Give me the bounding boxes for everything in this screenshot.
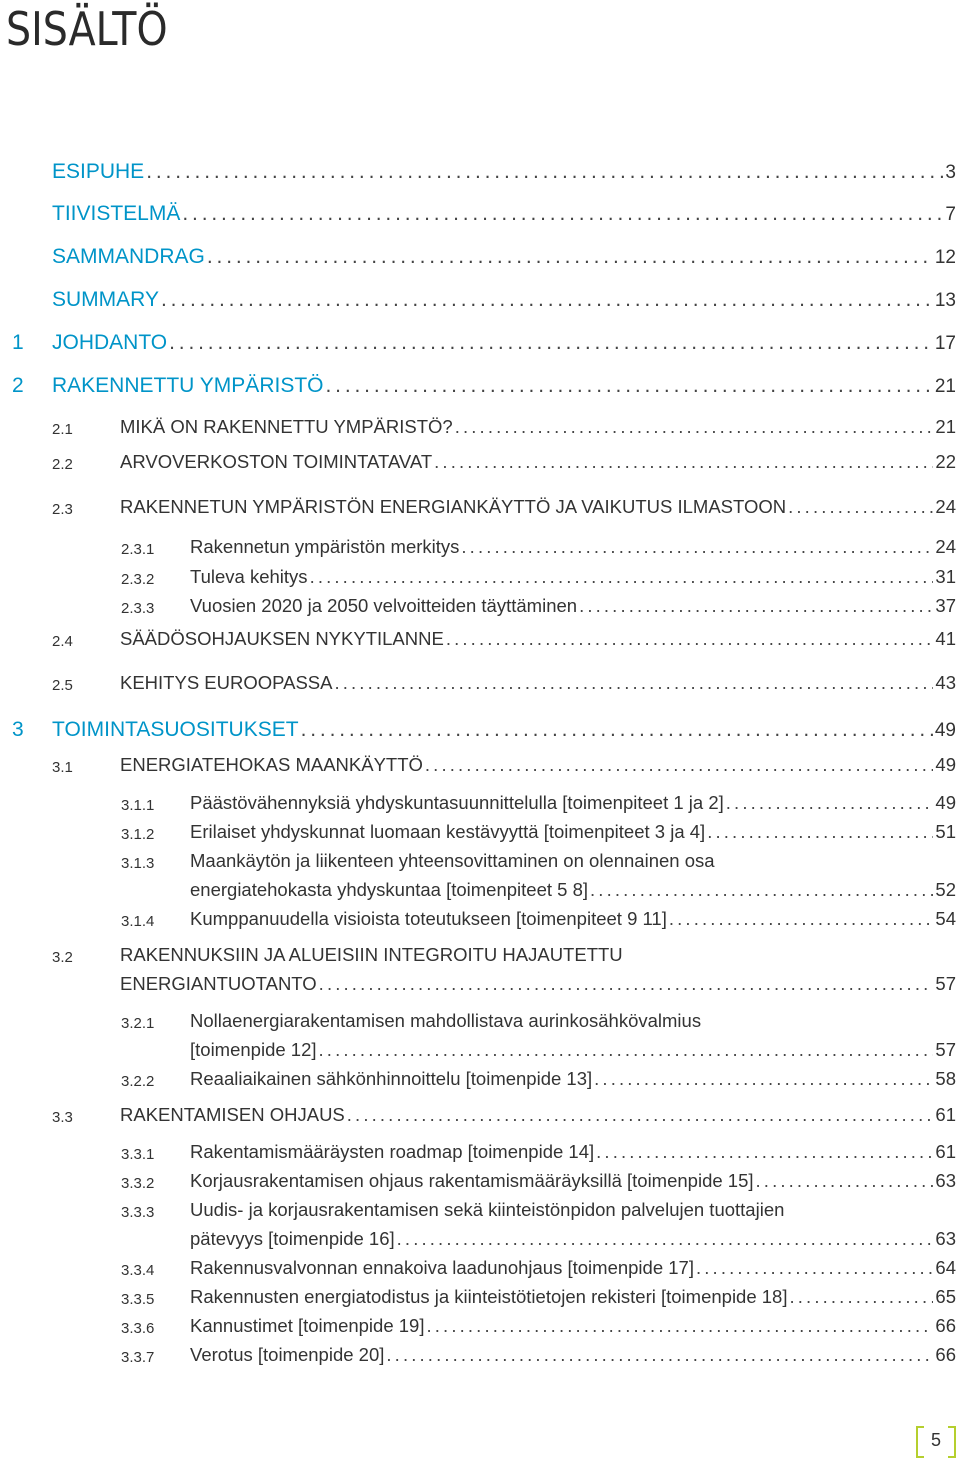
toc-entry-title: RAKENTAMISEN OHJAUS: [120, 1104, 345, 1125]
toc-leader-dots: [319, 1043, 934, 1062]
toc-entry-number: 1: [12, 331, 24, 354]
toc-entry[interactable]: [12, 245, 956, 269]
toc-entry-title-continued: pätevyys [toimenpide 16]: [190, 1228, 395, 1249]
toc-entry-title: Rakennusten energiatodistus ja kiinteistötietojen rekisteri [toimenpide 18]: [190, 1286, 788, 1307]
toc-entry-title: Reaaliaikainen sähkönhinnoittelu [toimenpide 13]: [190, 1068, 593, 1089]
toc-leader-dots: [696, 1261, 933, 1280]
toc-entry[interactable]: [12, 331, 956, 355]
toc-entry[interactable]: [121, 1068, 956, 1090]
toc-entry-title: Rakennusvalvonnan ennakoiva laadunohjaus [toimenpide 17]: [190, 1257, 694, 1278]
toc-entry-title: Kumppanuudella visioista toteutukseen [toimenpiteet 9 11]: [190, 908, 667, 929]
toc-entry-title: Vuosien 2020 ja 2050 velvoitteiden täyttäminen: [190, 595, 578, 616]
toc-entry-number: 2.3.1: [121, 541, 155, 558]
toc-entry-page: 49: [935, 792, 956, 813]
toc-entry[interactable]: [121, 1141, 956, 1163]
toc-leader-dots: [310, 570, 934, 589]
toc-entry-page: 66: [935, 1344, 956, 1365]
toc-entry-page: 41: [935, 628, 956, 649]
page-number: [916, 1426, 956, 1454]
toc-leader-dots: [334, 676, 933, 695]
toc-entry[interactable]: [52, 496, 956, 518]
toc-entry-title: TIIVISTELMÄ: [52, 202, 181, 225]
toc-entry-number: 3.2.2: [121, 1073, 155, 1090]
toc-leader-dots: [325, 377, 932, 398]
toc-entry[interactable]: [121, 792, 956, 814]
toc-entry-page: 37: [935, 595, 956, 616]
toc-entry-number: 2.4: [52, 633, 73, 650]
toc-entry-page: 49: [935, 754, 956, 775]
toc-leader-dots: [207, 248, 933, 269]
toc-entry-number: 3.2.1: [121, 1015, 155, 1032]
toc-entry-page: 58: [935, 1068, 956, 1089]
toc-entry-number: 2.5: [52, 677, 73, 694]
toc-entry[interactable]: [121, 1170, 956, 1192]
toc-leader-dots: [146, 163, 943, 184]
toc-leader-dots: [347, 1108, 934, 1127]
toc-leader-dots: [455, 420, 934, 439]
toc-entry[interactable]: [12, 288, 956, 312]
toc-entry-page: 54: [935, 908, 956, 929]
toc-leader-dots: [596, 1145, 933, 1164]
toc-entry[interactable]: [121, 536, 956, 558]
toc-entry-title-continued: ENERGIANTUOTANTO: [120, 973, 317, 994]
toc-entry[interactable]: [121, 821, 956, 843]
toc-entry[interactable]: [12, 374, 956, 398]
toc-entry-page: 7: [945, 204, 956, 225]
toc-entry-title: MIKÄ ON RAKENNETTU YMPÄRISTÖ?: [120, 416, 453, 437]
toc-entry-title: RAKENNUKSIIN JA ALUEISIIN INTEGROITU HAJAUTETTU: [120, 944, 623, 965]
toc-entry-number: 3.1.3: [121, 855, 155, 872]
toc-entry[interactable]: [121, 1010, 956, 1032]
toc-entry[interactable]: [121, 1286, 956, 1308]
toc-entry-page: 51: [935, 821, 956, 842]
toc-entry-title: Tuleva kehitys: [190, 566, 308, 587]
toc-entry-number: 2.1: [52, 421, 73, 438]
toc-leader-dots: [590, 883, 933, 902]
toc-entry[interactable]: [12, 160, 956, 184]
toc-entry-title: ESIPUHE: [52, 160, 145, 183]
toc-entry[interactable]: [52, 628, 956, 650]
toc-entry[interactable]: [52, 1104, 956, 1126]
toc-entry[interactable]: [52, 944, 956, 966]
toc-entry-title: Verotus [toimenpide 20]: [190, 1344, 385, 1365]
toc-entry[interactable]: [52, 754, 956, 776]
toc-entry-number: 3.3.1: [121, 1146, 155, 1163]
toc-entry-title: ENERGIATEHOKAS MAANKÄYTTÖ: [120, 754, 423, 775]
toc-entry-number: 2.2: [52, 456, 73, 473]
toc-entry-page: 52: [935, 879, 956, 900]
toc-entry-page: 17: [934, 333, 956, 354]
toc-entry-title: Päästövähennyksiä yhdyskuntasuunnittelulla [toimenpiteet 1 ja 2]: [190, 792, 724, 813]
toc-entry-page: 24: [935, 496, 956, 517]
toc-entry[interactable]: [12, 202, 956, 226]
toc-entry-page: 49: [934, 720, 956, 741]
toc-entry-page: 12: [934, 247, 956, 268]
page-number-value: 5: [930, 1429, 941, 1450]
toc-entry[interactable]: [121, 1315, 956, 1337]
toc-leader-dots: [446, 632, 934, 651]
toc-entry-page: 61: [935, 1104, 956, 1125]
toc-leader-dots: [434, 455, 933, 474]
toc-entry-title: SÄÄDÖSOHJAUKSEN NYKYTILANNE: [120, 628, 444, 649]
bracket-right-icon: [948, 1426, 956, 1458]
toc-entry-continuation[interactable]: [121, 1228, 956, 1250]
toc-entry-page: 24: [935, 536, 956, 557]
toc-leader-dots: [669, 912, 934, 931]
toc-entry-page: 63: [935, 1228, 956, 1249]
toc-entry-number: 2.3: [52, 501, 73, 518]
toc-entry-title: ARVOVERKOSTON TOIMINTATAVAT: [120, 451, 433, 472]
toc-entry-page: 43: [935, 672, 956, 693]
toc-leader-dots: [789, 1290, 933, 1309]
toc-entry-title-continued: [toimenpide 12]: [190, 1039, 317, 1060]
toc-entry-number: 3.3.6: [121, 1320, 155, 1337]
toc-leader-dots: [756, 1174, 934, 1193]
toc-entry-title-continued: energiatehokasta yhdyskuntaa [toimenpiteet 5 8]: [190, 879, 589, 900]
toc-entry-continuation[interactable]: [52, 973, 956, 995]
toc-entry[interactable]: [12, 718, 956, 742]
toc-entry-number: 3.1.2: [121, 826, 155, 843]
toc-entry-page: 61: [935, 1141, 956, 1162]
toc-leader-dots: [788, 500, 933, 519]
toc-entry-title: Nollaenergiarakentamisen mahdollistava aurinkosähkövalmius: [190, 1010, 702, 1031]
toc-entry[interactable]: [121, 595, 956, 617]
toc-entry[interactable]: [121, 1199, 956, 1221]
toc-leader-dots: [594, 1072, 933, 1091]
toc-leader-dots: [169, 334, 933, 355]
toc-entry-number: 3.3: [52, 1109, 73, 1126]
toc-entry-page: 66: [935, 1315, 956, 1336]
toc-entry-number: 2.3.3: [121, 600, 155, 617]
page-title: SISÄLTÖ: [6, 2, 168, 56]
toc-entry[interactable]: [52, 416, 956, 438]
toc-entry-page: 21: [934, 376, 956, 397]
toc-entry-title: Uudis- ja korjausrakentamisen sekä kiinteistönpidon palvelujen tuottajien: [190, 1199, 785, 1220]
toc-entry-title: TOIMINTASUOSITUKSET: [52, 718, 299, 741]
toc-entry-continuation[interactable]: [121, 1039, 956, 1061]
toc-entry-title: Maankäytön ja liikenteen yhteensovittaminen on olennainen osa: [190, 850, 715, 871]
toc-entry-page: 31: [935, 566, 956, 587]
toc-leader-dots: [461, 540, 933, 559]
toc-entry-page: 13: [934, 290, 956, 311]
toc-entry[interactable]: [52, 672, 956, 694]
toc-leader-dots: [425, 758, 934, 777]
toc-entry[interactable]: [121, 850, 956, 872]
toc-entry[interactable]: [121, 908, 956, 930]
toc-entry-number: 2: [12, 374, 24, 397]
toc-entry-title: Rakennetun ympäristön merkitys: [190, 536, 460, 557]
toc-entry-page: 22: [935, 451, 956, 472]
toc-leader-dots: [301, 721, 933, 742]
toc-entry[interactable]: [52, 451, 956, 473]
toc-entry[interactable]: [121, 1257, 956, 1279]
toc-entry-page: 3: [945, 162, 956, 183]
toc-entry-page: 65: [935, 1286, 956, 1307]
toc-entry-continuation[interactable]: [121, 879, 956, 901]
toc-entry-title: Kannustimet [toimenpide 19]: [190, 1315, 425, 1336]
toc-entry[interactable]: [121, 566, 956, 588]
toc-leader-dots: [579, 599, 933, 618]
toc-entry-number: 3: [12, 718, 24, 741]
toc-leader-dots: [386, 1348, 933, 1367]
toc-entry-number: 3.1.1: [121, 797, 155, 814]
toc-entry-title: Korjausrakentamisen ohjaus rakentamismääräyksillä [toimenpide 15]: [190, 1170, 754, 1191]
toc-leader-dots: [182, 205, 943, 226]
toc-entry-title: RAKENNETUN YMPÄRISTÖN ENERGIANKÄYTTÖ JA VAIKUTUS ILMASTOON: [120, 496, 787, 517]
toc-entry-title: KEHITYS EUROOPASSA: [120, 672, 333, 693]
toc-leader-dots: [726, 796, 934, 815]
toc-leader-dots: [426, 1319, 933, 1338]
toc-leader-dots: [161, 291, 933, 312]
toc-entry-title: Rakentamismääräysten roadmap [toimenpide 14]: [190, 1141, 595, 1162]
toc-entry-page: 57: [935, 1039, 956, 1060]
toc-entry-number: 3.3.3: [121, 1204, 155, 1221]
toc-entry-title: Erilaiset yhdyskunnat luomaan kestävyyttä [toimenpiteet 3 ja 4]: [190, 821, 706, 842]
toc-entry-number: 3.1: [52, 759, 73, 776]
toc-entry-title: JOHDANTO: [52, 331, 168, 354]
toc-entry-title: RAKENNETTU YMPÄRISTÖ: [52, 374, 324, 397]
toc-entry-number: 3.3.5: [121, 1291, 155, 1308]
toc-entry-number: 3.3.4: [121, 1262, 155, 1279]
toc-leader-dots: [397, 1232, 934, 1251]
toc-entry-title: SAMMANDRAG: [52, 245, 205, 268]
toc-entry[interactable]: [121, 1344, 956, 1366]
toc-leader-dots: [707, 825, 933, 844]
toc-entry-number: 3.3.7: [121, 1349, 155, 1366]
toc-entry-title: SUMMARY: [52, 288, 159, 311]
toc-entry-page: 21: [935, 416, 956, 437]
bracket-left-icon: [916, 1426, 924, 1458]
toc-entry-number: 2.3.2: [121, 571, 155, 588]
toc-entry-number: 3.3.2: [121, 1175, 155, 1192]
toc-entry-number: 3.2: [52, 949, 73, 966]
toc-entry-page: 57: [935, 973, 956, 994]
toc-entry-number: 3.1.4: [121, 913, 155, 930]
toc-entry-page: 64: [935, 1257, 956, 1278]
toc-entry-page: 63: [935, 1170, 956, 1191]
toc-leader-dots: [319, 977, 934, 996]
